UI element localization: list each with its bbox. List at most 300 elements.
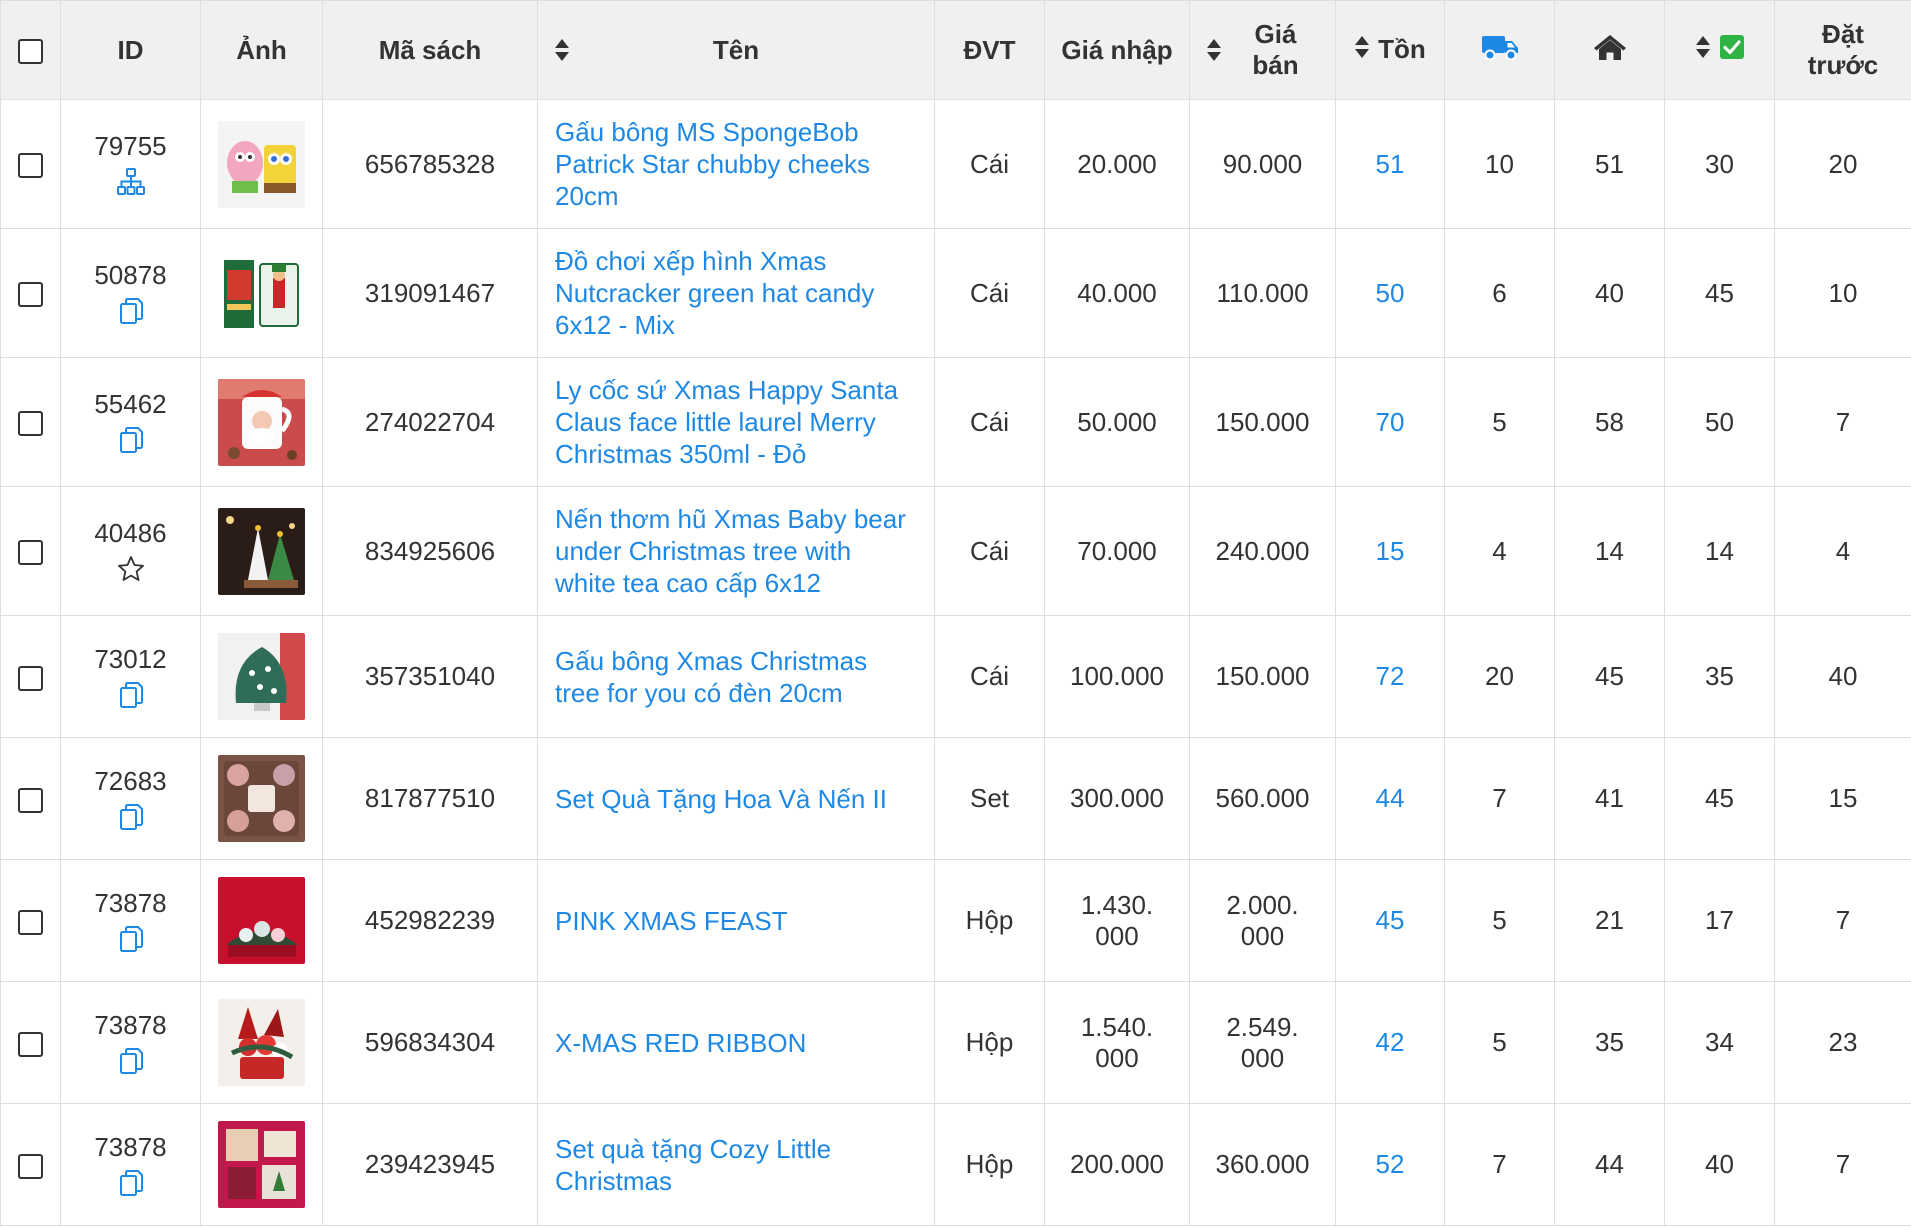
col-header-stock[interactable]	[1336, 1, 1445, 100]
store-qty: 44	[1595, 1149, 1624, 1179]
preorder-cell	[1775, 487, 1911, 616]
checked-cell	[1665, 100, 1775, 229]
copy-icon[interactable]	[116, 425, 146, 455]
id-cell	[61, 487, 201, 616]
cost-cell	[1045, 100, 1190, 229]
copy-icon[interactable]	[116, 680, 146, 710]
checked-qty: 50	[1705, 406, 1734, 437]
stock-cell	[1336, 358, 1445, 487]
copy-icon[interactable]	[116, 924, 146, 954]
product-name-link[interactable]	[555, 503, 916, 599]
sale-price: 90.000	[1222, 148, 1303, 179]
checked-qty: 14	[1705, 535, 1734, 566]
id-cell	[61, 982, 201, 1104]
product-code: 239423945	[364, 1149, 496, 1179]
stock-cell	[1336, 982, 1445, 1104]
stock-cell	[1336, 616, 1445, 738]
col-header-id[interactable]: ID	[61, 1, 201, 100]
id-cell	[61, 860, 201, 982]
col-header-preorder-line1: Đặt	[1822, 19, 1864, 49]
product-code: 596834304	[364, 1027, 496, 1057]
unit-cell	[935, 738, 1045, 860]
code-cell	[323, 616, 538, 738]
name-cell	[538, 982, 935, 1104]
product-thumbnail[interactable]	[218, 250, 305, 337]
product-name-line: white tea cao cấp 6x12	[555, 568, 821, 598]
unit-cell	[935, 100, 1045, 229]
table-row[interactable]	[1, 616, 1911, 738]
name-cell	[538, 1104, 935, 1226]
cost-price-line: 1.540.	[1080, 1011, 1154, 1042]
store-qty: 51	[1595, 148, 1624, 179]
cost-price-line: 000	[1095, 1042, 1139, 1073]
cost-cell	[1045, 738, 1190, 860]
product-thumbnail[interactable]	[218, 1121, 305, 1208]
id-cell	[61, 1104, 201, 1226]
preorder-cell	[1775, 100, 1911, 229]
col-header-code[interactable]: Mã sách	[323, 1, 538, 100]
row-checkbox[interactable]	[18, 666, 43, 691]
image-cell	[201, 487, 323, 616]
table-row[interactable]	[1, 229, 1911, 358]
copy-icon[interactable]	[116, 296, 146, 326]
product-name-line: Nến thơm hũ Xmas Baby bear	[555, 504, 906, 534]
product-name-link[interactable]	[555, 245, 916, 341]
code-cell	[323, 738, 538, 860]
product-name-line: Christmas 350ml - Đỏ	[555, 439, 807, 469]
product-unit: Cái	[969, 535, 1009, 566]
in-transit-qty: 20	[1485, 661, 1514, 691]
transit-cell	[1445, 1104, 1555, 1226]
image-cell	[201, 738, 323, 860]
unit-cell	[935, 229, 1045, 358]
product-unit: Cái	[969, 277, 1009, 308]
product-code: 656785328	[364, 148, 496, 179]
checked-qty: 45	[1705, 277, 1734, 308]
product-name-link[interactable]	[555, 645, 916, 709]
col-header-name-label: Tên	[712, 34, 760, 65]
preorder-cell	[1775, 616, 1911, 738]
checked-cell	[1665, 616, 1775, 738]
product-code: 452982239	[364, 905, 496, 935]
image-cell	[201, 229, 323, 358]
home-cell	[1555, 616, 1665, 738]
col-header-checked[interactable]	[1665, 1, 1775, 100]
sale-price: 560.000	[1215, 783, 1310, 813]
product-unit: Hộp	[965, 1149, 1014, 1179]
cost-price: 200.000	[1070, 1149, 1164, 1179]
preorder-qty: 7	[1835, 406, 1851, 437]
row-checkbox[interactable]	[18, 1032, 43, 1057]
stock-link[interactable]: 72	[1375, 661, 1405, 691]
in-transit-qty: 10	[1485, 148, 1514, 179]
image-cell	[201, 100, 323, 229]
id-cell	[61, 616, 201, 738]
code-cell	[323, 487, 538, 616]
product-thumbnail[interactable]	[218, 633, 305, 720]
stock-cell	[1336, 860, 1445, 982]
product-unit: Cái	[969, 148, 1009, 179]
unit-cell	[935, 616, 1045, 738]
product-name-link[interactable]	[555, 905, 916, 937]
product-name-line: tree for you có đèn 20cm	[555, 677, 843, 708]
image-cell	[201, 616, 323, 738]
col-header-unit: ĐVT	[935, 1, 1045, 100]
stock-cell	[1336, 487, 1445, 616]
product-thumbnail[interactable]	[218, 508, 305, 595]
col-header-price[interactable]	[1190, 1, 1336, 100]
image-cell	[201, 1104, 323, 1226]
product-unit: Cái	[969, 406, 1009, 437]
product-id: 55462	[94, 389, 167, 419]
preorder-cell	[1775, 1104, 1911, 1226]
col-header-preorder-line2: trước	[1807, 50, 1879, 80]
in-transit-qty: 6	[1492, 277, 1507, 308]
product-name-line: Gấu bông Xmas Christmas	[555, 645, 868, 676]
id-cell	[61, 358, 201, 487]
product-code: 274022704	[364, 406, 496, 437]
table-row[interactable]	[1, 860, 1911, 982]
row-select-cell	[1, 1104, 61, 1226]
star-icon[interactable]	[116, 554, 146, 584]
preorder-cell	[1775, 358, 1911, 487]
sale-price: 240.000	[1215, 535, 1310, 566]
row-checkbox[interactable]	[18, 1154, 43, 1179]
home-cell	[1555, 1104, 1665, 1226]
product-id: 50878	[94, 260, 167, 290]
row-select-cell	[1, 100, 61, 229]
cost-cell	[1045, 229, 1190, 358]
table-header-row	[1, 1, 1911, 100]
transit-cell	[1445, 100, 1555, 229]
preorder-cell	[1775, 860, 1911, 982]
checked-qty: 40	[1705, 1149, 1734, 1179]
sitemap-icon[interactable]	[116, 167, 146, 197]
store-qty: 41	[1595, 783, 1624, 813]
cost-cell	[1045, 487, 1190, 616]
table-row[interactable]	[1, 487, 1911, 616]
preorder-qty: 40	[1828, 661, 1858, 691]
transit-cell	[1445, 982, 1555, 1104]
col-header-preorder[interactable]	[1775, 1, 1911, 100]
cost-price: 40.000	[1077, 277, 1157, 308]
cost-price-line: 1.430.	[1080, 889, 1154, 920]
col-header-price-line1: Giá	[1254, 19, 1297, 49]
row-checkbox[interactable]	[18, 411, 43, 436]
home-cell	[1555, 229, 1665, 358]
product-thumbnail[interactable]	[218, 379, 305, 466]
checked-qty: 35	[1705, 661, 1734, 691]
product-id: 73878	[94, 887, 167, 918]
checked-cell	[1665, 982, 1775, 1104]
col-header-cost[interactable]: Giá nhập	[1045, 1, 1190, 100]
cost-price: 50.000	[1077, 406, 1157, 437]
id-cell	[61, 100, 201, 229]
sort-icon[interactable]	[1206, 38, 1222, 69]
product-name-line: 20cm	[555, 181, 619, 211]
price-cell	[1190, 738, 1336, 860]
sort-icon[interactable]	[554, 38, 570, 69]
sale-price: 150.000	[1215, 661, 1310, 691]
checked-qty: 17	[1705, 905, 1734, 935]
cost-price: 300.000	[1070, 783, 1164, 813]
home-icon	[1593, 33, 1627, 68]
col-header-image: Ảnh	[201, 1, 323, 100]
in-transit-qty: 5	[1492, 905, 1507, 935]
stock-cell	[1336, 738, 1445, 860]
row-select-cell	[1, 738, 61, 860]
transit-cell	[1445, 738, 1555, 860]
row-select-cell	[1, 860, 61, 982]
copy-icon[interactable]	[116, 802, 146, 832]
product-code: 357351040	[364, 661, 496, 691]
product-code: 319091467	[364, 277, 496, 308]
row-select-cell	[1, 358, 61, 487]
table-row[interactable]	[1, 1104, 1911, 1226]
product-unit: Hộp	[965, 905, 1014, 935]
checked-qty: 34	[1705, 1027, 1734, 1057]
checked-qty: 30	[1705, 148, 1734, 179]
id-cell	[61, 229, 201, 358]
home-cell	[1555, 860, 1665, 982]
in-transit-qty: 5	[1492, 1027, 1507, 1057]
table-row[interactable]	[1, 358, 1911, 487]
preorder-cell	[1775, 229, 1911, 358]
image-cell	[201, 358, 323, 487]
name-cell	[538, 616, 935, 738]
preorder-qty: 7	[1835, 905, 1851, 935]
sale-price: 150.000	[1215, 406, 1310, 437]
product-name-link[interactable]	[555, 1133, 916, 1197]
in-transit-qty: 5	[1492, 406, 1507, 437]
home-cell	[1555, 358, 1665, 487]
sale-price-line: 2.549.	[1226, 1011, 1299, 1042]
transit-cell	[1445, 616, 1555, 738]
stock-link[interactable]: 44	[1375, 783, 1405, 813]
price-cell	[1190, 358, 1336, 487]
row-select-cell	[1, 229, 61, 358]
price-cell	[1190, 487, 1336, 616]
product-id: 73878	[94, 1131, 167, 1162]
checked-cell	[1665, 358, 1775, 487]
sale-price-line: 2.000.	[1226, 889, 1299, 920]
product-name-link[interactable]	[555, 1027, 916, 1059]
checked-cell	[1665, 487, 1775, 616]
preorder-qty: 7	[1835, 1149, 1851, 1179]
col-header-transit[interactable]	[1445, 1, 1555, 100]
checked-cell	[1665, 229, 1775, 358]
product-thumbnail[interactable]	[218, 755, 305, 842]
sale-price-line: 000	[1240, 1042, 1285, 1073]
product-thumbnail[interactable]	[218, 999, 305, 1086]
price-cell	[1190, 860, 1336, 982]
product-name-line: Patrick Star chubby cheeks	[555, 149, 871, 179]
checked-cell	[1665, 738, 1775, 860]
copy-icon[interactable]	[116, 1168, 146, 1198]
name-cell	[538, 358, 935, 487]
product-id: 73012	[94, 643, 167, 674]
preorder-qty: 10	[1828, 277, 1858, 308]
code-cell	[323, 358, 538, 487]
name-cell	[538, 229, 935, 358]
product-name-line: Gấu bông MS SpongeBob	[555, 117, 859, 147]
col-header-home[interactable]	[1555, 1, 1665, 100]
cost-cell	[1045, 860, 1190, 982]
sort-icon[interactable]	[1354, 35, 1370, 66]
check-square-icon	[1719, 34, 1745, 67]
col-header-name[interactable]	[538, 1, 935, 100]
select-all-cell	[1, 1, 61, 100]
unit-cell	[935, 487, 1045, 616]
product-id: 40486	[94, 518, 167, 548]
product-unit: Set	[969, 783, 1010, 813]
code-cell	[323, 1104, 538, 1226]
row-checkbox[interactable]	[18, 910, 43, 935]
home-cell	[1555, 487, 1665, 616]
product-name-line: Nutcracker green hat candy	[555, 278, 875, 308]
row-checkbox[interactable]	[18, 282, 43, 307]
store-qty: 21	[1595, 905, 1624, 935]
home-cell	[1555, 100, 1665, 229]
product-code: 834925606	[364, 535, 496, 566]
in-transit-qty: 4	[1492, 535, 1507, 566]
product-name-line: Set quà tặng Cozy Little	[555, 1133, 832, 1164]
product-name-line: Set Quà Tặng Hoa Và Nến II	[555, 783, 887, 814]
stock-link[interactable]: 51	[1375, 148, 1405, 179]
cost-cell	[1045, 616, 1190, 738]
checked-cell	[1665, 1104, 1775, 1226]
truck-icon	[1481, 33, 1519, 68]
preorder-qty: 4	[1835, 535, 1851, 566]
preorder-qty: 15	[1828, 783, 1858, 813]
unit-cell	[935, 860, 1045, 982]
stock-cell	[1336, 1104, 1445, 1226]
store-qty: 35	[1595, 1027, 1624, 1057]
transit-cell	[1445, 358, 1555, 487]
code-cell	[323, 860, 538, 982]
select-all-checkbox[interactable]	[18, 39, 43, 64]
store-qty: 14	[1595, 535, 1624, 566]
product-name-line: under Christmas tree with	[555, 536, 852, 566]
code-cell	[323, 100, 538, 229]
product-name-line: Christmas	[555, 1165, 673, 1196]
checked-qty: 45	[1705, 783, 1734, 813]
home-cell	[1555, 738, 1665, 860]
stock-link[interactable]: 42	[1375, 1027, 1405, 1057]
transit-cell	[1445, 229, 1555, 358]
product-thumbnail[interactable]	[218, 877, 305, 964]
row-checkbox[interactable]	[18, 788, 43, 813]
product-id: 79755	[94, 131, 167, 161]
product-id: 72683	[94, 765, 167, 796]
product-id: 73878	[94, 1009, 167, 1040]
name-cell	[538, 860, 935, 982]
image-cell	[201, 860, 323, 982]
row-select-cell	[1, 487, 61, 616]
price-cell	[1190, 1104, 1336, 1226]
home-cell	[1555, 982, 1665, 1104]
cost-price-line: 000	[1095, 920, 1139, 951]
name-cell	[538, 487, 935, 616]
stock-link[interactable]: 70	[1375, 406, 1405, 437]
sort-icon[interactable]	[1695, 35, 1711, 66]
row-select-cell	[1, 982, 61, 1104]
row-select-cell	[1, 616, 61, 738]
product-name-line: 6x12 - Mix	[555, 310, 675, 340]
store-qty: 58	[1595, 406, 1624, 437]
col-header-price-line2: bán	[1252, 50, 1299, 80]
price-cell	[1190, 100, 1336, 229]
stock-link[interactable]: 52	[1375, 1149, 1405, 1179]
product-unit: Cái	[969, 661, 1009, 691]
stock-link[interactable]: 50	[1375, 277, 1405, 308]
product-name-line: Ly cốc sứ Xmas Happy Santa	[555, 375, 899, 405]
col-header-stock-label: Tồn	[1378, 33, 1426, 64]
store-qty: 40	[1595, 277, 1624, 308]
table-row[interactable]	[1, 982, 1911, 1104]
product-unit: Hộp	[965, 1027, 1014, 1057]
table-row[interactable]	[1, 738, 1911, 860]
in-transit-qty: 7	[1492, 1149, 1507, 1179]
price-cell	[1190, 616, 1336, 738]
product-thumbnail[interactable]	[218, 121, 305, 208]
cost-price: 100.000	[1070, 661, 1164, 691]
product-code: 817877510	[364, 783, 496, 813]
product-name-line: PINK XMAS FEAST	[555, 905, 788, 936]
preorder-cell	[1775, 982, 1911, 1104]
product-name-line: Đồ chơi xếp hình Xmas	[555, 246, 827, 276]
product-name-line: Claus face little laurel Merry	[555, 407, 876, 437]
product-name-line: X-MAS RED RIBBON	[555, 1027, 807, 1058]
stock-cell	[1336, 100, 1445, 229]
stock-link[interactable]: 45	[1375, 905, 1405, 935]
preorder-qty: 20	[1828, 148, 1858, 179]
cost-cell	[1045, 358, 1190, 487]
price-cell	[1190, 982, 1336, 1104]
sale-price: 360.000	[1215, 1149, 1310, 1179]
transit-cell	[1445, 860, 1555, 982]
cost-price: 70.000	[1077, 535, 1157, 566]
id-cell	[61, 738, 201, 860]
stock-link[interactable]: 15	[1375, 535, 1405, 566]
sale-price-line: 000	[1240, 920, 1285, 951]
code-cell	[323, 982, 538, 1104]
preorder-cell	[1775, 738, 1911, 860]
product-name-link[interactable]	[555, 783, 916, 815]
product-name-link[interactable]	[555, 116, 916, 212]
copy-icon[interactable]	[116, 1046, 146, 1076]
cost-cell	[1045, 982, 1190, 1104]
sale-price: 110.000	[1216, 277, 1309, 308]
unit-cell	[935, 358, 1045, 487]
in-transit-qty: 7	[1492, 783, 1507, 813]
transit-cell	[1445, 487, 1555, 616]
row-checkbox[interactable]	[18, 540, 43, 565]
image-cell	[201, 982, 323, 1104]
table-row[interactable]	[1, 100, 1911, 229]
row-checkbox[interactable]	[18, 153, 43, 178]
preorder-qty: 23	[1828, 1027, 1858, 1057]
unit-cell	[935, 1104, 1045, 1226]
name-cell	[538, 738, 935, 860]
cost-cell	[1045, 1104, 1190, 1226]
code-cell	[323, 229, 538, 358]
name-cell	[538, 100, 935, 229]
checked-cell	[1665, 860, 1775, 982]
product-name-link[interactable]	[555, 374, 916, 470]
unit-cell	[935, 982, 1045, 1104]
store-qty: 45	[1595, 661, 1624, 691]
